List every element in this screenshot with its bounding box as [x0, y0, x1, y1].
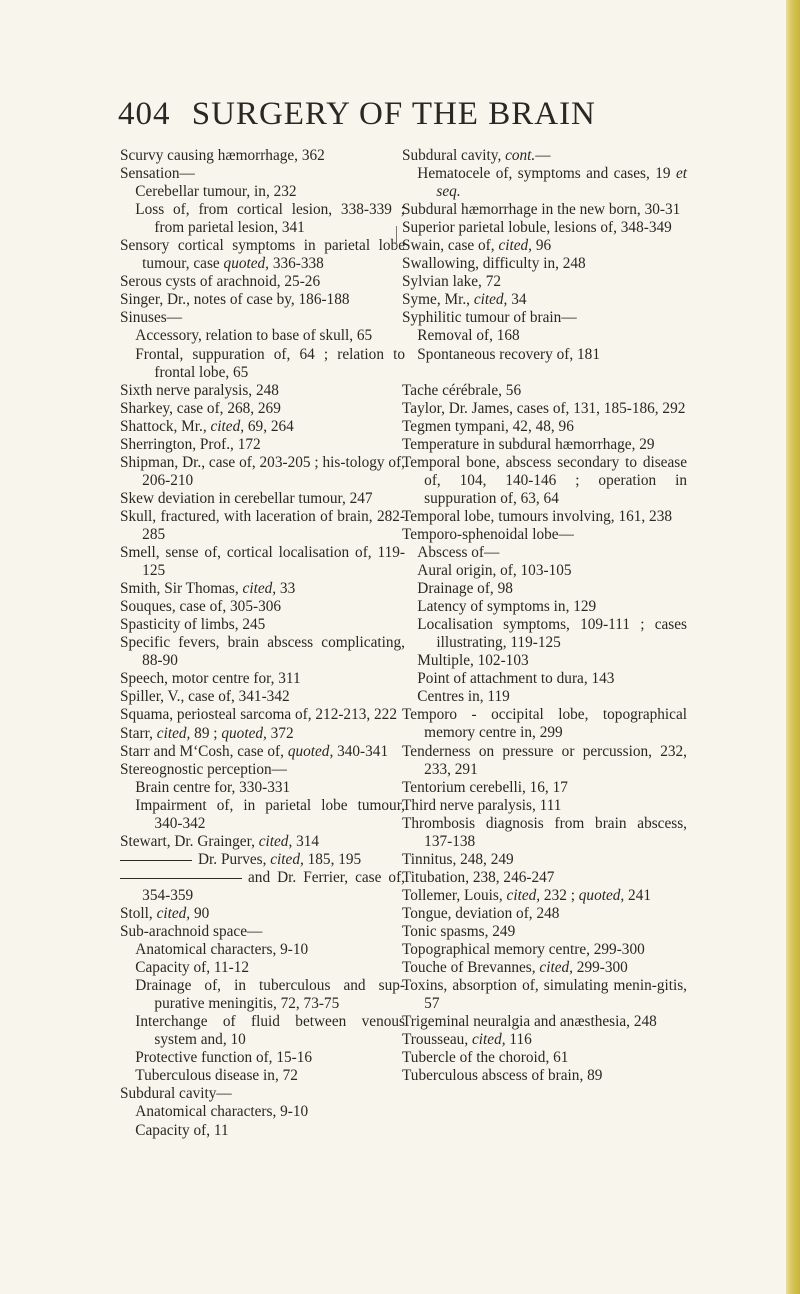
index-entry: Temperature in subdural hæmorrhage, 29	[402, 435, 655, 453]
index-entry: Toxins, absorption of, simulating menin-gitis, 57	[402, 977, 687, 1013]
index-entry: Stoll, cited, 90	[120, 904, 210, 922]
index-entry: Smell, sense of, cortical localisation of, 119-125	[120, 544, 405, 580]
index-entry: Temporal bone, abscess secondary to disease of, 104, 140-146 ; operation in suppuration of, 63, 64	[402, 453, 687, 507]
index-entry: Syphilitic tumour of brain—	[402, 309, 577, 327]
index-entry: Drainage of, 98	[417, 580, 513, 598]
index-entry: Singer, Dr., notes of case by, 186-188	[120, 291, 350, 309]
index-entry: Spasticity of limbs, 245	[120, 616, 266, 634]
index-entry: Sensory cortical symptoms in parietal lobe tumour, case quoted, 336-338	[120, 237, 405, 273]
index-entry: Sharkey, case of, 268, 269	[120, 399, 281, 417]
index-entry: Aural origin, of, 103-105	[417, 562, 572, 580]
index-entry: Tongue, deviation of, 248	[402, 904, 560, 922]
index-entry: Starr and M‘Cosh, case of, quoted, 340-341	[120, 742, 389, 760]
index-entry: Temporo-sphenoidal lobe—	[402, 525, 574, 543]
ditto-rule	[120, 860, 192, 861]
index-entry: Temporal lobe, tumours involving, 161, 238	[402, 507, 672, 525]
index-entry: Tache cérébrale, 56	[402, 381, 522, 399]
index-entry: Trousseau, cited, 116	[402, 1031, 532, 1049]
index-entry: Tubercle of the choroid, 61	[402, 1049, 569, 1067]
index-entry: Accessory, relation to base of skull, 65	[135, 327, 373, 345]
index-entry: Scurvy causing hæmorrhage, 362	[120, 147, 325, 164]
index-entry: Starr, cited, 89 ; quoted, 372	[120, 724, 294, 742]
index-entry: Serous cysts of arachnoid, 25-26	[120, 273, 321, 291]
index-entry: Abscess of—	[417, 543, 500, 561]
index-entry: Thrombosis diagnosis from brain abscess, 137-138	[402, 814, 687, 850]
page-edge	[786, 0, 800, 1294]
index-entry: Souques, case of, 305-306	[120, 598, 282, 616]
index-entry: Interchange of fluid between venous system and, 10	[135, 1013, 405, 1049]
column-divider	[396, 226, 397, 248]
index-entry: Trigeminal neuralgia and anæsthesia, 248	[402, 1013, 657, 1031]
index-entry: Multiple, 102-103	[417, 652, 529, 670]
index-entry: Loss of, from cortical lesion, 338-339 ; from parietal lesion, 341	[135, 201, 405, 237]
index-entry: Stewart, Dr. Grainger, cited, 314	[120, 832, 320, 850]
index-entry: Impairment of, in parietal lobe tumour, 340-342	[135, 796, 405, 832]
index-entry: Skew deviation in cerebellar tumour, 247	[120, 489, 373, 507]
index-entry: Swain, case of, cited, 96	[402, 237, 552, 255]
index-entry: Anatomical characters, 9-10	[135, 941, 309, 959]
index-entry: Sixth nerve paralysis, 248	[120, 381, 279, 399]
index-entry: Removal of, 168	[417, 327, 520, 345]
index-entry: Sylvian lake, 72	[402, 273, 501, 291]
index-column-left	[120, 147, 405, 1140]
index-entry: Swallowing, difficulty in, 248	[402, 255, 586, 273]
index-entry: Frontal, suppuration of, 64 ; relation to frontal lobe, 65	[135, 345, 405, 381]
index-entry: Tuberculous abscess of brain, 89	[402, 1067, 603, 1085]
index-entry: Shipman, Dr., case of, 203-205 ; his-tology of, 206-210	[120, 453, 405, 489]
index-entry: Tonic spasms, 249	[402, 922, 516, 940]
page-number: 404	[118, 96, 171, 132]
index-entry: Cerebellar tumour, in, 232	[135, 183, 297, 201]
index-entry: Third nerve paralysis, 111	[402, 796, 562, 814]
index-entry: Subdural hæmorrhage in the new born, 30-31	[402, 201, 681, 219]
index-entry: Spontaneous recovery of, 181	[417, 345, 600, 363]
index-entry: Sensation—	[120, 165, 195, 183]
index-entry: Shattock, Mr., cited, 69, 264	[120, 417, 294, 435]
index-entry: Brain centre for, 330-331	[135, 778, 291, 796]
page-header	[118, 96, 596, 133]
index-entry: Tegmen tympani, 42, 48, 96	[402, 417, 574, 435]
index-entry: Specific fevers, brain abscess complicating, 88-90	[120, 634, 405, 670]
running-title: SURGERY OF THE BRAIN	[191, 96, 596, 132]
index-entry: Tenderness on pressure or percussion, 232, 233, 291	[402, 742, 687, 778]
index-entry: Speech, motor centre for, 311	[120, 670, 301, 688]
index-entry: Taylor, Dr. James, cases of, 131, 185-186, 292	[402, 399, 686, 417]
index-entry: Latency of symptoms in, 129	[417, 598, 597, 616]
index-column-right	[402, 147, 687, 1085]
index-entry: Touche of Brevannes, cited, 299-300	[402, 959, 628, 977]
index-entry: Tinnitus, 248, 249	[402, 850, 514, 868]
index-entry: Stereognostic perception—	[120, 760, 287, 778]
index-entry: Protective function of, 15-16	[135, 1049, 313, 1067]
index-entry: Squama, periosteal sarcoma of, 212-213, 222	[120, 706, 397, 724]
index-entry: Superior parietal lobule, lesions of, 348-349	[402, 219, 672, 237]
index-entry: Sinuses—	[120, 309, 183, 327]
index-entry: Spiller, V., case of, 341-342	[120, 688, 290, 706]
index-entry: Skull, fractured, with laceration of brain, 282-285	[120, 507, 405, 543]
index-entry: Tuberculous disease in, 72	[135, 1067, 298, 1085]
index-entry: Smith, Sir Thomas, cited, 33	[120, 580, 296, 598]
index-entry: Capacity of, 11-12	[135, 959, 250, 977]
index-entry: Tentorium cerebelli, 16, 17	[402, 778, 568, 796]
index-entry: Syme, Mr., cited, 34	[402, 291, 527, 309]
index-entry: Capacity of, 11	[135, 1121, 229, 1139]
index-entry: Titubation, 238, 246-247	[402, 868, 555, 886]
index-entry: Subdural cavity—	[120, 1085, 232, 1103]
index-entry: Sherrington, Prof., 172	[120, 435, 261, 453]
index-entry: Sub-arachnoid space—	[120, 923, 263, 941]
index-entry: Topographical memory centre, 299-300	[402, 941, 645, 959]
index-entry: Localisation symptoms, 109-111 ; cases illustrating, 119-125	[417, 616, 687, 652]
index-entry: and Dr. Ferrier, case of, 354-359	[120, 869, 405, 905]
index-entry: Hematocele of, symptoms and cases, 19 et seq.	[417, 165, 687, 201]
index-entry: Drainage of, in tuberculous and sup-purative meningitis, 72, 73-75	[135, 977, 405, 1013]
index-entry: Anatomical characters, 9-10	[135, 1103, 309, 1121]
index-entry: Subdural cavity, cont.—	[402, 147, 551, 164]
index-entry: Temporo - occipital lobe, topographical memory centre in, 299	[402, 706, 687, 742]
index-entry: Dr. Purves, cited, 185, 195	[120, 851, 405, 869]
index-entry: Tollemer, Louis, cited, 232 ; quoted, 241	[402, 886, 652, 904]
index-entry: Point of attachment to dura, 143	[417, 670, 615, 688]
index-entry: Centres in, 119	[417, 688, 510, 706]
ditto-rule	[120, 878, 242, 879]
